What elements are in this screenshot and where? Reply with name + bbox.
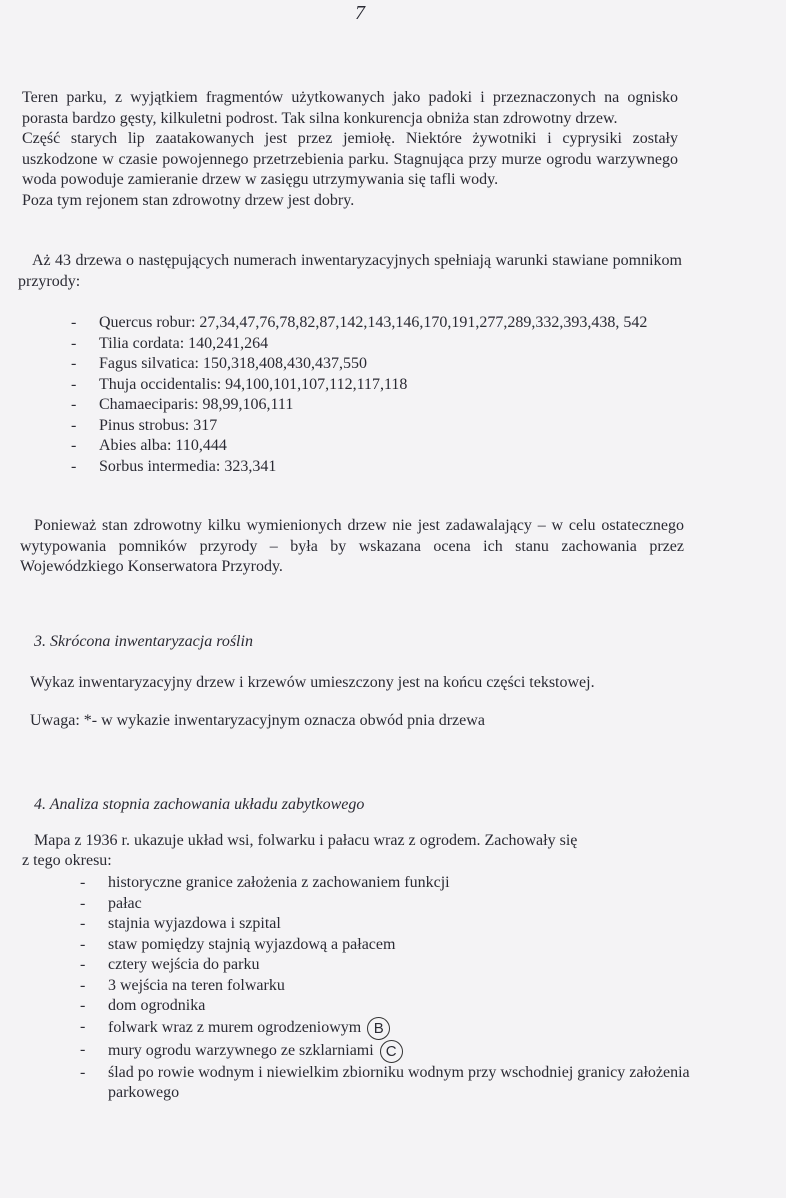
list-item-text: Chamaeciparis: 98,99,106,111 <box>99 396 294 413</box>
list-item <box>80 935 690 956</box>
section-3-note: Uwaga: *- w wykazie inwentaryzacyjnym oznacza obwód pnia drzewa <box>30 712 485 729</box>
list-item-text: Tilia cordata: 140,241,264 <box>99 334 269 352</box>
list-item <box>80 1017 690 1040</box>
list-dash: - <box>71 396 77 413</box>
list-item <box>80 873 690 894</box>
section-4-intro-line-1: Mapa z 1936 r. ukazuje układ wsi, folwarku i pałacu wraz z ogrodem. Zachowały się <box>34 832 578 849</box>
section-4-intro-line-2: z tego okresu: <box>22 852 112 869</box>
list-dash: - <box>71 334 77 352</box>
list-dash: - <box>80 1017 86 1035</box>
list-item-text: mury ogrodu warzywnego ze szklarniami <box>108 1041 374 1059</box>
list-item <box>80 996 690 1017</box>
list-item <box>80 1040 690 1063</box>
list-item <box>71 354 691 375</box>
list-item-text: ślad po rowie wodnym i niewielkim zbiorniku wodnym przy wschodniej granicy założenia parkowego <box>108 1063 690 1101</box>
list-item-text: dom ogrodnika <box>108 997 206 1014</box>
list-dash: - <box>71 416 77 434</box>
list-dash: - <box>80 894 86 912</box>
list-item <box>80 914 690 935</box>
monuments-intro: Aż 43 drzewa o następujących numerach inwentaryzacyjnych spełniają warunki stawiane pomnikom przyrody: <box>18 252 682 290</box>
intro-text-3: Poza tym rejonem stan zdrowotny drzew jest dobry. <box>22 191 355 209</box>
list-item-text: Sorbus intermedia: 323,341 <box>99 457 277 475</box>
list-dash: - <box>80 997 86 1014</box>
monuments-conclusion: Ponieważ stan zdrowotny kilku wymienionych drzew nie jest zadawalający – w celu ostatecznego wytypowania pomników przyrody – była by wskazana ocena ich stanu zachowania przez Wojewódzkiego Konserwatora Przyrody. <box>20 517 684 575</box>
list-item <box>80 976 690 997</box>
section-3-heading: 3. Skrócona inwentaryzacja roślin <box>34 633 253 650</box>
list-item <box>80 894 690 915</box>
list-item-text: staw pomiędzy stajnią wyjazdową a pałacem <box>108 935 396 953</box>
list-item-text: Abies alba: 110,444 <box>99 437 227 454</box>
list-item <box>71 457 691 478</box>
list-item-text: historyczne granice założenia z zachowaniem funkcji <box>108 874 450 891</box>
section-4-heading: 4. Analiza stopnia zachowania układu zabytkowego <box>34 796 365 813</box>
list-dash: - <box>80 915 86 932</box>
intro-text-1: Teren parku, z wyjątkiem fragmentów użytkowanych jako padoki i przeznaczonych na ognisko porasta bardzo gęsty, kilkuletni podrost. Tak silna konkurencja obniża stan zdrowotny drzew. <box>22 89 678 127</box>
page-number: 7 <box>355 2 365 24</box>
section-3-text: Wykaz inwentaryzacyjny drzew i krzewów umieszczony jest na końcu części tekstowej. <box>30 674 595 691</box>
list-dash: - <box>71 314 77 331</box>
list-item-text: folwark wraz z murem ogrodzeniowym <box>108 1018 362 1036</box>
list-item-text: Fagus silvatica: 150,318,408,430,437,550 <box>99 355 367 372</box>
list-item-text: Pinus strobus: 317 <box>99 416 218 434</box>
list-dash: - <box>80 1063 86 1081</box>
list-dash: - <box>71 437 77 454</box>
list-item <box>71 416 691 437</box>
list-item <box>71 313 691 334</box>
list-item <box>80 955 690 976</box>
list-item-text: cztery wejścia do parku <box>108 956 260 973</box>
list-item <box>71 375 691 396</box>
intro-text-2: Część starych lip zaatakowanych jest przez jemiołę. Niektóre żywotniki i cyprysiki zostały uszkodzone w czasie powojennego przetrzebienia parku. Stagnująca przy murze ogrodu warzywnego woda powoduje zamieranie drzew w zasięgu utrzymywania się tafli wody. <box>22 130 678 188</box>
list-dash: - <box>80 874 86 891</box>
list-item <box>71 436 691 457</box>
list-item-text: 3 wejścia na teren folwarku <box>108 976 285 994</box>
list-dash: - <box>80 976 86 994</box>
map-marker-b-icon: B <box>367 1017 390 1040</box>
list-item-text: stajnia wyjazdowa i szpital <box>108 915 281 932</box>
list-item <box>71 334 691 355</box>
list-dash: - <box>80 935 86 953</box>
monument-list <box>71 313 691 477</box>
list-dash: - <box>80 1040 86 1058</box>
map-marker-c-icon: C <box>380 1040 403 1063</box>
list-item-text: Quercus robur: 27,34,47,76,78,82,87,142,143,146,170,191,277,289,332,393,438, 542 <box>99 314 648 331</box>
list-item <box>71 395 691 416</box>
list-item-text: Thuja occidentalis: 94,100,101,107,112,117,118 <box>99 375 408 393</box>
preserved-elements-list <box>80 873 690 1104</box>
list-dash: - <box>71 375 77 393</box>
intro-paragraph <box>22 88 678 211</box>
list-item-text: pałac <box>108 894 142 912</box>
list-item <box>80 1063 690 1104</box>
list-dash: - <box>80 956 86 973</box>
list-dash: - <box>71 457 77 475</box>
list-dash: - <box>71 355 77 372</box>
